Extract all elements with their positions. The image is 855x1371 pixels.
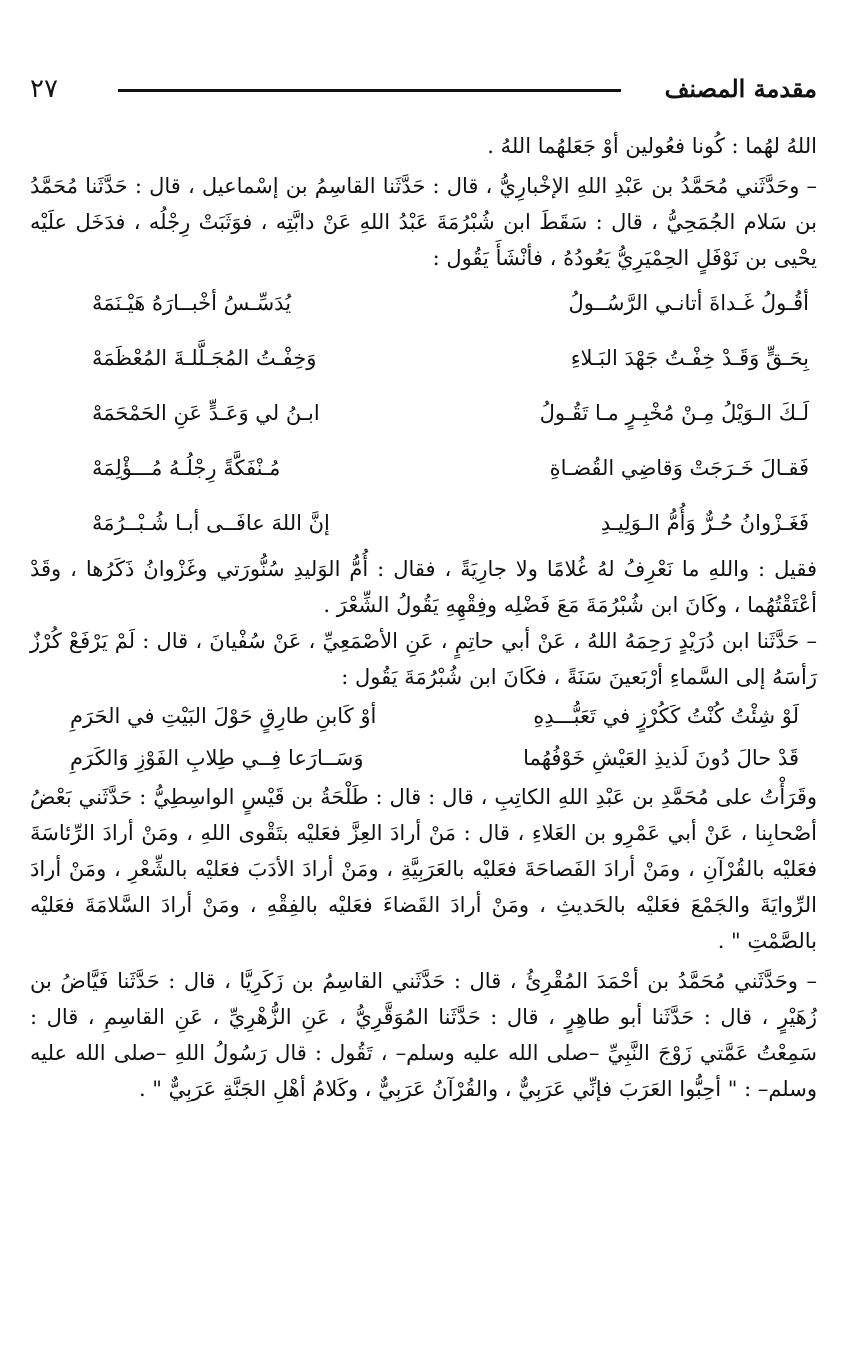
verse-first-hemistich: لَـكَ الـوَيْلُ مِـنْ مُخْبِـرٍ مـا تَقُـولُ [539,401,809,425]
verse-first-hemistich: فَقـالَ خَـرَجَتْ وَقاضِي القُضـاةِ [549,456,809,480]
page-body [30,128,817,1107]
poem-verse [30,331,817,386]
poem-verse [30,695,817,737]
paragraph: وقَرَأْتُ على مُحَمَّدِ بن عَبْدِ اللهِ الكاتِبِ ، قال : قال : طَلْحَةُ بن قَيْسٍ الواسِطِيُّ : حَدَّثَني بَعْضُ أصْحابِنا ، عَنْ أبي عَمْرِو بن العَلاءِ ، قال : مَنْ أرادَ العِزَّ فعَليْه بتَقْوى اللهِ ، ومَنْ أرادَ الرِّئاسَةَ فعَليْه بالقُرْآنِ ، ومَنْ أرادَ الفَصاحَةَ فعَليْه بالعَرَبِيَّةِ ، ومَنْ أرادَ الأدَبَ فعَليْه بالشِّعْرِ ، ومَنْ أرادَ الرِّوايَةَ والجَمْعَ فعَليْه بالحَديثِ ، ومَنْ أرادَ القَضاءَ فعَليْه بالفِقْهِ ، ومَنْ أرادَ السَّلامَةَ فعَليْه بالصَّمْتِ " . [30,785,817,953]
verse-second-hemistich: ابـنُ لي وَعَـدٍّ عَنِ الحَمْحَمَهْ [92,401,320,425]
paragraph: فقيل : واللهِ ما نَعْرِفُ لهُ غُلامًا ولا جارِيَةً ، فقال : أُمُّ الوَليدِ سُنُّورَتي وغَزْوانُ ذَكَرُها ، وقَدْ أعْتَقْتُهُما ، وكَانَ ابن شُبْرُمَةَ مَعَ فَضْلِه وفِقْهِهِ يَقُولُ الشِّعْرَ . [30,557,817,617]
poem [30,695,817,779]
page-header [30,74,817,108]
verse-second-hemistich: أوْ كَابنِ طارِقٍ حَوْلَ البَيْتِ في الحَرَمِ [70,704,377,728]
verse-second-hemistich: إنَّ اللهَ عافَــى أبـا شُـبْــرُمَهْ [92,511,330,535]
poem-verse [30,496,817,551]
header-rule [118,89,621,92]
poem-verse [30,276,817,331]
verse-first-hemistich: قَدْ حالَ دُونَ لَذيذِ العَيْشِ خَوْفُهُما [523,746,799,770]
verse-first-hemistich: لَوْ شِئْتُ كُنْتُ كَكُرْزٍ في تَعَبُّـــدِهِ [533,704,799,728]
paragraph: اللهُ لهُما : كُونا فعُولين أوْ جَعَلهُما اللهُ . [487,134,817,158]
verse-second-hemistich: وَسَــارَعا فِــي طِلابِ الفَوْزِ وَالكَرَمِ [70,746,364,770]
verse-first-hemistich: بِحَـقٍّ وَقَـدْ خِفْـتُ جَهْدَ البَـلاءِ [570,346,809,370]
verse-first-hemistich: أقُـولُ غَـداةَ أتانـي الرَّسُــولُ [568,291,809,315]
poem-verse [30,441,817,496]
poem [30,276,817,551]
poem-verse [30,737,817,779]
verse-second-hemistich: مُـنْفَكَّةً رِجْلُـهُ مُـــؤْلِمَهْ [92,456,281,480]
verse-second-hemistich: وَخِفْـتُ المُجَـلَّلـةَ المُعْظَمَهْ [92,346,317,370]
page-number: ٢٧ [30,74,58,104]
running-title: مقدمة المصنف [664,74,817,103]
paragraph: – حَدَّثَنا ابن دُرَيْدٍ رَحِمَهُ اللهُ ، عَنْ أبي حاتِمٍ ، عَنِ الأصْمَعِيِّ ، عَنْ سُفْيانَ ، قال : لَمْ يَرْفَعْ كُرْزٌ رَأسَهُ إلى السَّماءِ أرْبَعينَ سَنَةً ، فكَانَ ابن شُبْرُمَةَ يَقُول : [30,629,817,689]
poem-verse [30,386,817,441]
paragraph: – وحَدَّثَني مُحَمَّدُ بن أحْمَدَ المُقْرِئُ ، قال : حَدَّثَني القاسِمُ بن زَكَرِيَّا ، قال : حَدَّثَنا فَيَّاضُ بن زُهَيْرٍ ، قال : حَدَّثَنا أبو طاهِرٍ ، قال : حَدَّثَنا المُوَقَّرِيُّ ، عَنِ الزُّهْرِيِّ ، عَنِ القاسِمِ ، قال : سَمِعْتُ عَمَّتي زَوْجَ النَّبِيِّ –صلى الله عليه وسلم– ، تَقُول : قال رَسُولُ اللهِ –صلى الله عليه وسلم– : " أحِبُّوا العَرَبَ فإنِّي عَرَبِيٌّ ، والقُرْآنُ عَرَبِيٌّ ، وكَلامُ أهْلِ الجَنَّةِ عَرَبِيٌّ " . [30,969,817,1101]
paragraph: – وحَدَّثَني مُحَمَّدُ بن عَبْدِ اللهِ الإخْبارِيُّ ، قال : حَدَّثَنا القاسِمُ بن إسْماعيل ، قال : حَدَّثَنا مُحَمَّدُ بن سَلام الجُمَحِيُّ ، قال : سَقَطَ ابن شُبْرُمَةَ عَبْدُ اللهِ عَنْ دابَّتِه ، فوَثَبَتْ رِجْلُه ، فدَخَل علَيْه يحْيى بن نَوْفَلٍ الحِمْيَرِيُّ يَعُودُهُ ، فأنْشَأَ يَقُول : [30,174,817,270]
verse-second-hemistich: يُدَسِّـسُ أخْبــارَهُ هَيْـنَمَهْ [92,291,292,315]
verse-first-hemistich: فَغَـزْوانُ حُـرٌّ وَأُمُّ الـوَلِيـدِ [600,511,809,535]
